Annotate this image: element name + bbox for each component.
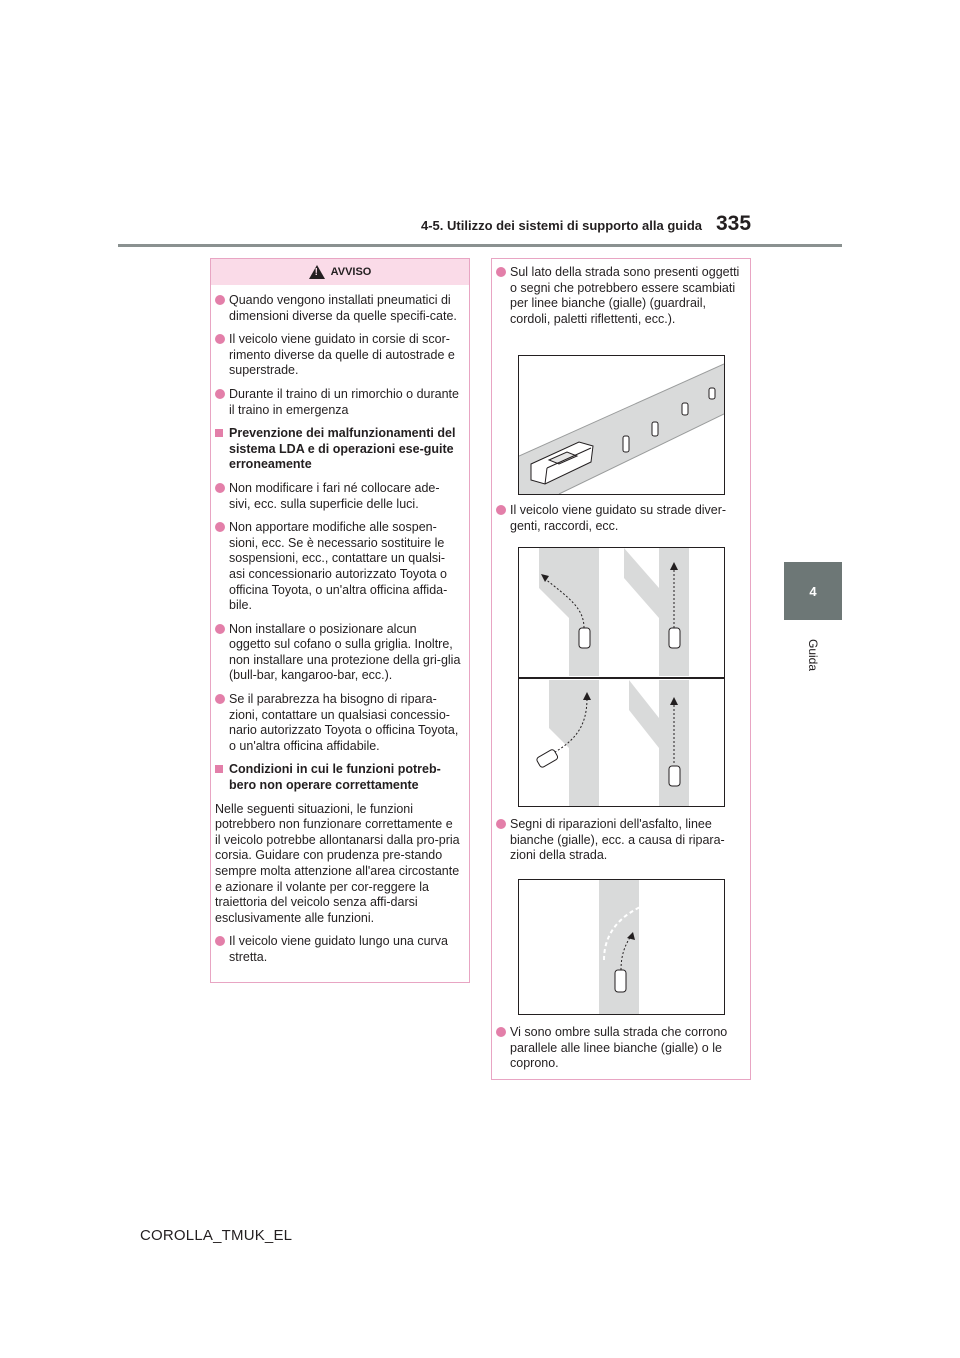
list-item: [211, 622, 469, 684]
footer-code: COROLLA_TMUK_EL: [140, 1227, 293, 1244]
warning-header: [211, 259, 469, 285]
figure-road-repair: [518, 879, 725, 1015]
warning-title: AVVISO: [330, 266, 372, 278]
list-item: [211, 332, 469, 379]
car-icon: [615, 970, 626, 992]
road-repair-illustration: [519, 880, 724, 1014]
list-item: [492, 817, 750, 864]
list-item-text: Vi sono ombre sulla strada che corrono parallele alle linee bianche (gialle) o le coprono.: [510, 1025, 728, 1071]
list-item-text: Il veicolo viene guidato lungo una curva stretta.: [229, 934, 448, 964]
item-block-1: [492, 265, 750, 335]
item-block-4: [492, 1025, 750, 1080]
figure-diverging-roads: [518, 547, 725, 807]
header-section-title: 4-5. Utilizzo dei sistemi di supporto alla guida: [421, 218, 702, 233]
bullet-icon: [215, 936, 225, 946]
list-item: [211, 692, 469, 754]
list-item: [211, 934, 469, 965]
subheading: [211, 426, 469, 473]
bullet-icon: [215, 522, 225, 532]
bullet-icon: [496, 819, 506, 829]
list-item: [211, 520, 469, 614]
header-rule: [118, 244, 842, 247]
subheading-text: Condizioni in cui le funzioni potreb-bero non operare correttamente: [229, 762, 441, 793]
item-block-2: [492, 503, 750, 542]
list-item-text: Durante il traino di un rimorchio o durante il traino in emergenza: [229, 386, 459, 417]
warning-content: [211, 293, 469, 974]
list-item-text: Segni di riparazioni dell'asfalto, linee bianche (gialle), ecc. a causa di ripara-zioni della strada.: [510, 817, 725, 863]
chapter-tab: 4: [784, 562, 842, 620]
warning-triangle-icon: [309, 265, 325, 279]
figure-roadside-posts: [518, 355, 725, 495]
square-bullet-icon: [215, 765, 223, 773]
bullet-icon: [496, 267, 506, 277]
chapter-label: [790, 630, 836, 680]
bullet-icon: [215, 624, 225, 634]
list-item: [492, 265, 750, 327]
list-item-text: Quando vengono installati pneumatici di dimensioni diverse da quelle specifi-cate.: [229, 293, 457, 323]
list-item-text: Non modificare i fari né collocare ade-sivi, ecc. sulla superficie delle luci.: [229, 480, 440, 511]
bullet-icon: [215, 334, 225, 344]
list-item: [211, 293, 469, 324]
subheading: [211, 762, 469, 793]
list-item-text: Il veicolo viene guidato in corsie di scor-rimento diverse da quelle di autostrade e superstrade.: [229, 332, 455, 378]
warning-box-continued: [491, 258, 751, 1080]
list-item-text: Se il parabrezza ha bisogno di ripara-zioni, contattare un qualsiasi concessio-nario autorizzato Toyota o officina Toyota, o un'altra officina affidabile.: [229, 692, 459, 753]
bullet-icon: [215, 389, 225, 399]
list-item-text: Non apportare modifiche alle sospen-sioni, ecc. Se è necessario sostituire le sospensioni, ecc., contattare un qualsi-asi concessionario autorizzato Toyota o officina Toyota, o un'altra officina affida-bile.: [229, 520, 448, 613]
list-item-text: Sul lato della strada sono presenti oggetti o segni che potrebbero essere scambiati per linee bianche (gialle) (guardrail, cordoli, paletti riflettenti, ecc.).: [510, 265, 740, 326]
list-item: [211, 481, 469, 512]
roadside-posts-illustration: [519, 356, 724, 494]
square-bullet-icon: [215, 429, 223, 437]
warning-box: [210, 258, 470, 983]
page-number: 335: [716, 212, 752, 235]
list-item: [492, 503, 750, 534]
bullet-icon: [215, 483, 225, 493]
bullet-icon: [215, 694, 225, 704]
bullet-icon: [215, 295, 225, 305]
list-item-text: Il veicolo viene guidato su strade diver-genti, raccordi, ecc.: [510, 503, 727, 533]
paragraph: Nelle seguenti situazioni, le funzioni potrebbero non funzionare correttamente e il veicolo potrebbe allontanarsi dalla pro-pria corsia. Guidare con prudenza pre-stando sempre molta attenzione all'area circostante e azionare il volante per cor-reggere la traiettoria del veicolo senza affi-darsi esclusivamente alle funzioni.: [215, 801, 460, 925]
bullet-icon: [496, 1027, 506, 1037]
diverging-roads-illustration: [519, 548, 724, 806]
list-item-text: Non installare o posizionare alcun oggetto sul cofano o sulla griglia. Inoltre, non installare una protezione della gri-glia (bull-bar, kangaroo-bar, ecc.).: [229, 621, 461, 683]
bullet-icon: [496, 505, 506, 515]
subheading-text: Prevenzione dei malfunzionamenti del sistema LDA e di operazioni ese-guite erroneamente: [229, 426, 456, 472]
list-item: [492, 1025, 750, 1072]
chapter-label-text: Guida: [806, 638, 820, 672]
item-block-3: [492, 817, 750, 872]
list-item: [211, 387, 469, 418]
